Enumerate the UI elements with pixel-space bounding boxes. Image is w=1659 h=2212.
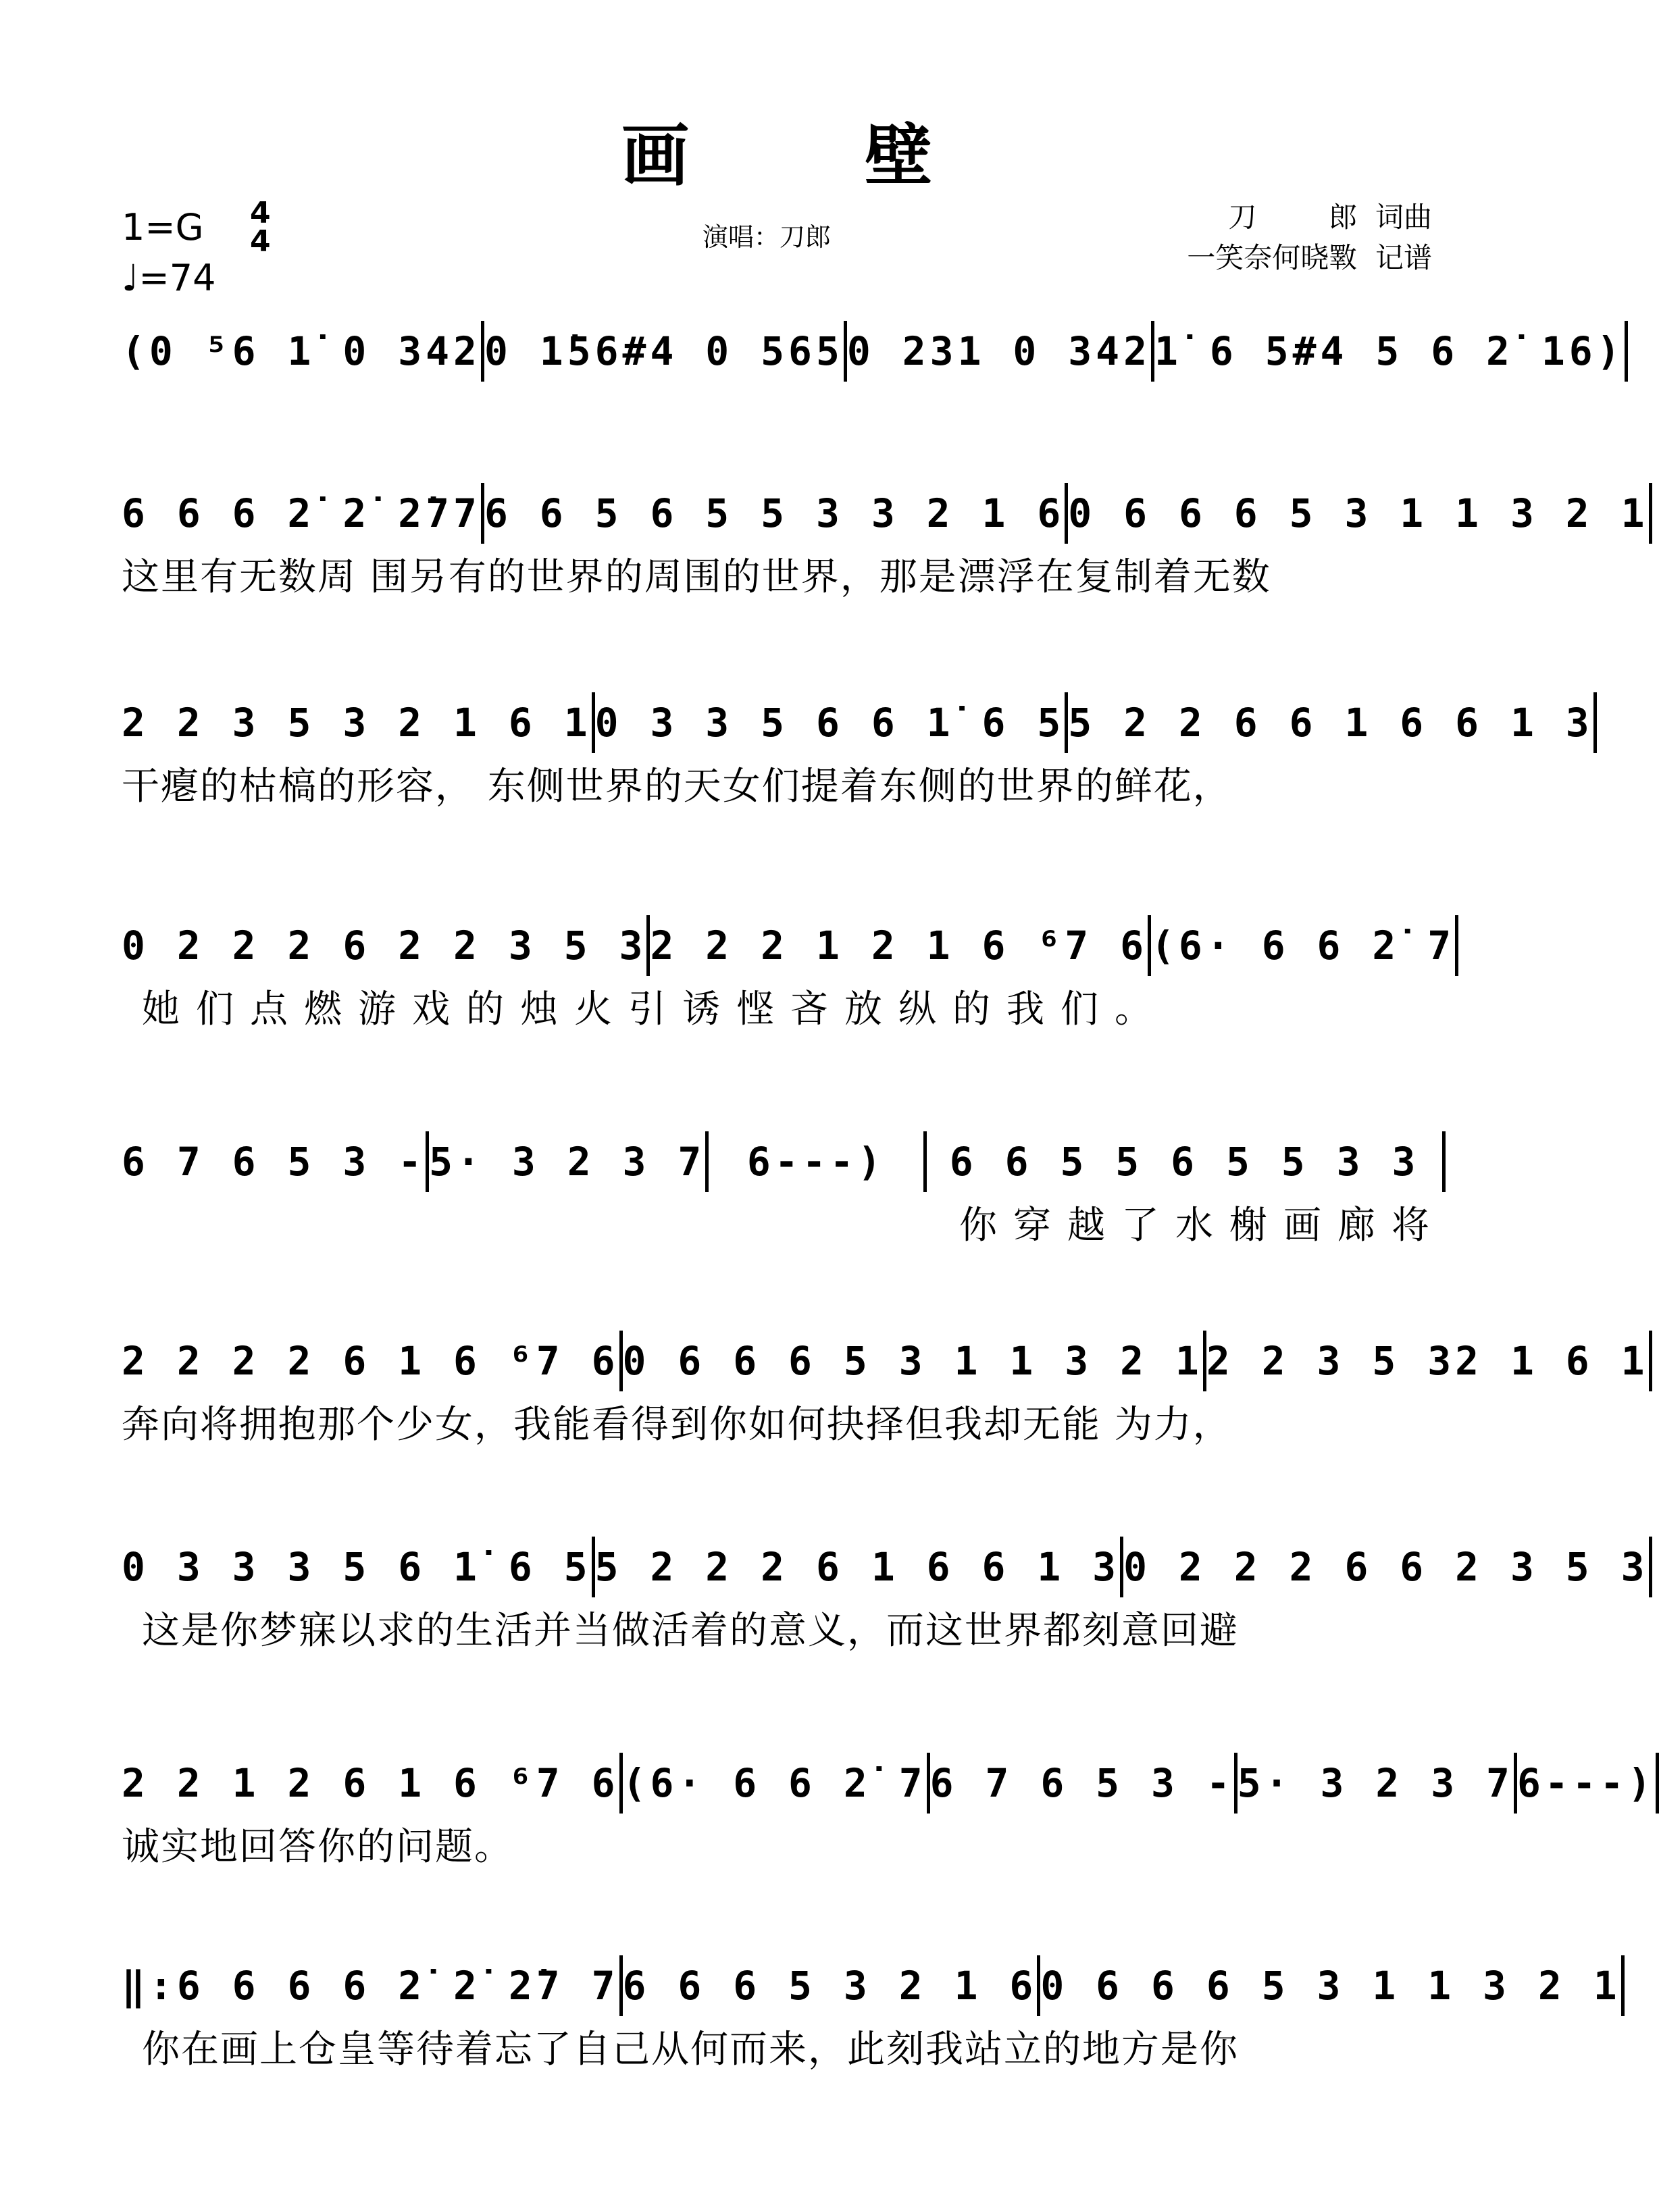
notation-line <box>122 1533 1649 1601</box>
measure: 6 7 6 5 3 - <box>930 1753 1237 1814</box>
measure: 5· 3 2 3 7 <box>1237 1753 1517 1814</box>
measure: 5· 3 2 3 7 <box>429 1131 709 1192</box>
notation-line <box>122 912 1456 979</box>
measure: 0 1̇56#4 0 565 <box>484 321 847 382</box>
measure: 5 2 2 6 6 1 6 6 1 3 <box>1068 692 1596 753</box>
measure: 0 2 2 2 6 2 2 3 5 3 <box>122 915 650 976</box>
measure: 6 6 6 2̇ 2̇ 2̇77 <box>122 483 484 544</box>
notation-line <box>122 689 1593 756</box>
measure: (0 ⁵6 1̇ 0 342 <box>122 321 484 382</box>
notation-line <box>122 480 1649 547</box>
measure: ‖:6 6 6 6 2̇ 2̇ 2̇7 7 <box>122 1955 623 2016</box>
measure: 1̇ 6 5#4 5 6 2̇ 16) <box>1154 321 1628 382</box>
score-system-3 <box>122 689 1593 817</box>
lyrics-line: 她们点燃游戏的烛火引诱悭吝放纵的我们。 <box>142 987 1169 1031</box>
lyrics-music-credit: 刀 郎 词曲 <box>1228 201 1432 234</box>
time-sig-top: 4 <box>250 196 271 230</box>
score-credit: 一笑奈何晓斁 记谱 <box>1187 241 1432 274</box>
measure: 2 2 2 2 6 1 6 ⁶7 6 <box>122 1331 623 1391</box>
key-signature: 1=G <box>122 206 204 249</box>
lyrics-line: 你穿越了水榭画廊将 <box>959 1204 1446 1248</box>
measure: 0 6 6 6 5 3 1 1 3 2 1 <box>1068 483 1652 544</box>
score-system-1 <box>122 317 1625 385</box>
measure: 0 6 6 6 5 3 1 1 3 2 1 <box>623 1331 1206 1391</box>
time-sig-bottom: 4 <box>250 224 271 259</box>
lyrics-line: 这里有无数周 围另有的世界的周围的世界，那是漂浮在复制着无数 <box>122 555 1271 599</box>
score-system-8 <box>122 1749 1656 1878</box>
measure: 2 2 2 1 2 1 6 ⁶7 6 <box>650 915 1151 976</box>
tempo-marking: ♩=74 <box>122 257 216 299</box>
lyrics-line: 诚实地回答你的问题。 <box>122 1825 513 1869</box>
measure: (6· 6 6 2̇ 7 <box>1151 915 1458 976</box>
measure: (6· 6 6 2̇ 7 <box>623 1753 930 1814</box>
notation-line <box>122 1128 1446 1195</box>
notation-line <box>122 1749 1656 1817</box>
singer-credit: 演唱：刀郎 <box>703 222 832 252</box>
notation-line <box>122 1327 1649 1395</box>
time-signature <box>250 196 271 259</box>
lyrics-line: 你在画上仓皇等待着忘了自己从何而来，此刻我站立的地方是你 <box>142 2028 1239 2072</box>
score-system-4 <box>122 912 1456 1040</box>
measure: 0 3 3 3 5 6 1̇ 6 5 <box>122 1537 595 1597</box>
song-title: 画壁 <box>621 115 1108 195</box>
measure: 6 6 5 6 5 5 3 3 2 1 6 <box>484 483 1068 544</box>
measure: 6---) <box>1517 1753 1659 1814</box>
measure: 6---) <box>709 1131 927 1192</box>
measure: 6 6 5 5 6 5 5 3 3 <box>927 1131 1446 1192</box>
measure: 6 6 6 5 3 2 1 6 <box>623 1955 1041 2016</box>
score-system-5 <box>122 1128 1446 1256</box>
lyrics-line: 干瘪的枯槁的形容， 东侧世界的天女们提着东侧的世界的鲜花， <box>122 765 1232 808</box>
measure: 6 7 6 5 3 - <box>122 1131 429 1192</box>
measure: 2 2 3 5 32 1 6 1 <box>1206 1331 1652 1391</box>
measure: 0 6 6 6 5 3 1 1 3 2 1 <box>1040 1955 1624 2016</box>
notation-line <box>122 317 1625 385</box>
credits-block <box>1187 197 1432 278</box>
measure: 0 3 3 5 6 6 1̇ 6 5 <box>595 692 1069 753</box>
measure: 0 2 2 2 6 6 2 3 5 3 <box>1123 1537 1652 1597</box>
score-system-9 <box>122 1952 1621 2080</box>
notation-line <box>122 1952 1621 2020</box>
score-system-2 <box>122 480 1649 608</box>
measure: 5 2 2 2 6 1 6 6 1 3 <box>595 1537 1123 1597</box>
measure: 2 2 1 2 6 1 6 ⁶7 6 <box>122 1753 623 1814</box>
lyrics-line: 这是你梦寐以求的生活并当做活着的意义，而这世界都刻意回避 <box>142 1609 1239 1653</box>
measure: 0 231 0 342 <box>847 321 1154 382</box>
lyrics-line: 奔向将拥抱那个少女，我能看得到你如何抉择但我却无能 为力， <box>122 1403 1232 1447</box>
score-system-7 <box>122 1533 1649 1662</box>
score-system-6 <box>122 1327 1649 1456</box>
measure: 2 2 3 5 3 2 1 6 1 <box>122 692 595 753</box>
